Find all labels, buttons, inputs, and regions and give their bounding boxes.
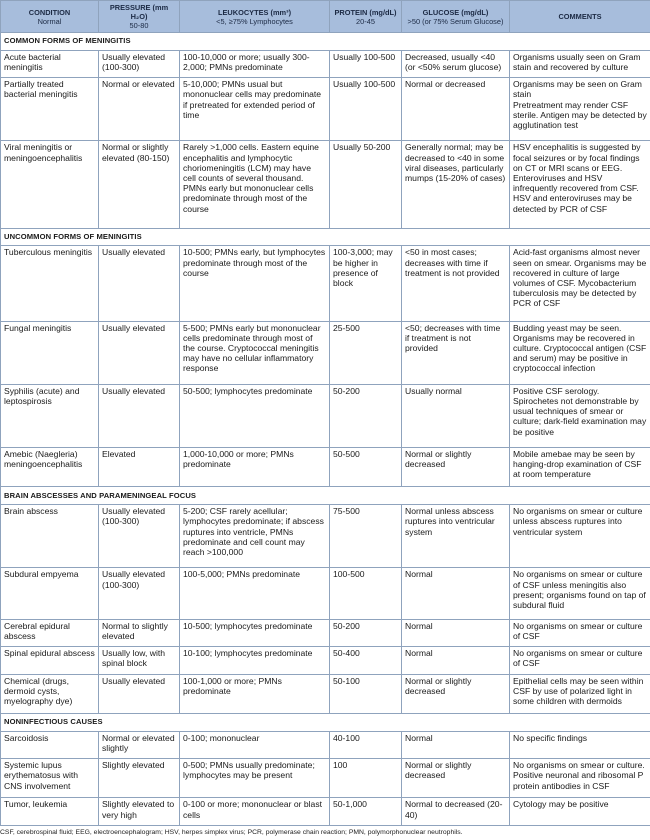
header-pressure: PRESSURE (mm H₂O) 50-80 [99, 1, 180, 33]
cell-pressure: Usually elevated [99, 674, 180, 713]
cell-glucose: Usually normal [402, 384, 510, 447]
cell-leukocytes: 0-100 or more; mononuclear or blast cells [180, 798, 330, 826]
cell-condition: Spinal epidural abscess [1, 647, 99, 674]
cell-comments: No organisms on smear or culture of CSF [510, 619, 650, 646]
cell-pressure: Usually elevated (100-300) [99, 568, 180, 619]
header-condition: CONDITION Normal [1, 1, 99, 33]
header-protein: PROTEIN (mg/dL) 20-45 [330, 1, 402, 33]
section-header-row [1, 228, 650, 246]
comment-line: Organisms may be seen on Gram stain [513, 79, 642, 100]
cell-condition: Acute bacterial meningitis [1, 50, 99, 77]
cell-leukocytes: 0-500; PMNs usually predominate; lymphocytes may be present [180, 759, 330, 798]
cell-protein: 50-1,000 [330, 798, 402, 826]
cell-protein: 50-400 [330, 647, 402, 674]
cell-pressure: Normal or elevated [99, 78, 180, 141]
cell-condition: Brain abscess [1, 505, 99, 568]
cell-leukocytes: 100-1,000 or more; PMNs predominate [180, 674, 330, 713]
cell-protein: 100-3,000; may be higher in presence of block [330, 246, 402, 321]
table-header-row [1, 1, 650, 33]
cell-pressure: Normal or slightly elevated (80-150) [99, 141, 180, 228]
table-row [1, 505, 650, 568]
table-row [1, 798, 650, 826]
cell-comments: HSV encephalitis is suggested by focal seizures or by focal findings on CT or MRI scans or EEG. Enteroviruses and HSV infrequently recovered from CSF. HSV and enteroviruses may be detected by PCR of CSF [510, 141, 650, 228]
cell-condition: Tuberculous meningitis [1, 246, 99, 321]
cell-condition: Cerebral epidural abscess [1, 619, 99, 646]
cell-glucose: <50 in most cases; decreases with time if treatment is not provided [402, 246, 510, 321]
header-comments: COMMENTS [510, 1, 650, 33]
cell-glucose: <50; decreases with time if treatment is not provided [402, 321, 510, 384]
cell-condition: Chemical (drugs, dermoid cysts, myelography dye) [1, 674, 99, 713]
section-title: BRAIN ABSCESSES AND PARAMENINGEAL FOCUS [1, 487, 650, 505]
cell-pressure: Usually elevated [99, 321, 180, 384]
cell-protein: 50-500 [330, 448, 402, 487]
cell-leukocytes: 100-10,000 or more; usually 300-2,000; PMNs predominate [180, 50, 330, 77]
cell-leukocytes: Rarely >1,000 cells. Eastern equine encephalitis and lymphocytic choriomeningitis (LCM) may have cell counts of several thousand. PMNs early but mononuclear cells predominate through most of the course [180, 141, 330, 228]
cell-comments: Mobile amebae may be seen by hanging-drop examination of CSF at room temperature [510, 448, 650, 487]
header-leukocytes: LEUKOCYTES (mm³) <5, ≥75% Lymphocytes [180, 1, 330, 33]
cell-leukocytes: 5-10,000; PMNs usual but mononuclear cells may predominate if pretreated for extended period of time [180, 78, 330, 141]
cell-condition: Amebic (Naegleria) meningoencephalitis [1, 448, 99, 487]
table-row [1, 384, 650, 447]
table-row [1, 731, 650, 758]
section-title: NONINFECTIOUS CAUSES [1, 713, 650, 731]
section-header-row [1, 487, 650, 505]
cell-glucose: Normal [402, 647, 510, 674]
cell-pressure: Usually elevated (100-300) [99, 505, 180, 568]
cell-leukocytes: 0-100; mononuclear [180, 731, 330, 758]
cell-condition: Partially treated bacterial meningitis [1, 78, 99, 141]
cell-leukocytes: 10-500; lymphocytes predominate [180, 619, 330, 646]
cell-glucose: Normal to decreased (20-40) [402, 798, 510, 826]
table-row [1, 50, 650, 77]
cell-protein: Usually 100-500 [330, 78, 402, 141]
cell-comments: Epithelial cells may be seen within CSF by use of polarized light in some children with dermoids [510, 674, 650, 713]
cell-protein: 100 [330, 759, 402, 798]
cell-glucose: Generally normal; may be decreased to <40 in some viral diseases, particularly mumps (15-20% of cases) [402, 141, 510, 228]
cell-pressure: Normal or elevated slightly [99, 731, 180, 758]
table-row [1, 246, 650, 321]
cell-leukocytes: 5-500; PMNs early but mononuclear cells predominate through most of the course. Cryptococcal meningitis may have no cellular inflammatory response [180, 321, 330, 384]
cell-comments: No organisms on smear or culture. Positive neuronal and ribosomal P protein antibodies in CSF [510, 759, 650, 798]
cell-pressure: Slightly elevated [99, 759, 180, 798]
cell-comments: Budding yeast may be seen. Organisms may be recovered in culture. Cryptococcal antigen (CSF and serum) may be positive in cryptococcal infection [510, 321, 650, 384]
cell-glucose: Normal or decreased [402, 78, 510, 141]
table-row [1, 448, 650, 487]
header-glucose: GLUCOSE (mg/dL) >50 (or 75% Serum Glucose) [402, 1, 510, 33]
cell-protein: 75-500 [330, 505, 402, 568]
cell-protein: 25-500 [330, 321, 402, 384]
cell-pressure: Elevated [99, 448, 180, 487]
cell-condition: Syphilis (acute) and leptospirosis [1, 384, 99, 447]
cell-protein: 100-500 [330, 568, 402, 619]
cell-comments: No organisms on smear or culture of CSF unless meningitis also present; organisms found on tap of subdural fluid [510, 568, 650, 619]
cell-comments [510, 78, 650, 141]
cell-pressure: Usually low, with spinal block [99, 647, 180, 674]
cell-pressure: Usually elevated [99, 246, 180, 321]
cell-comments: No organisms on smear or culture of CSF [510, 647, 650, 674]
cell-condition: Systemic lupus erythematosus with CNS involvement [1, 759, 99, 798]
footnote: CSF, cerebrospinal fluid; EEG, electroencephalogram; HSV, herpes simplex virus; PCR, polymerase chain reaction; PMN, polymorphonuclear neutrophils. [0, 829, 463, 836]
table-row [1, 759, 650, 798]
section-title: UNCOMMON FORMS OF MENINGITIS [1, 228, 650, 246]
table-body [1, 33, 650, 826]
cell-protein: Usually 100-500 [330, 50, 402, 77]
cell-glucose: Normal [402, 731, 510, 758]
table-row [1, 674, 650, 713]
cell-comments: Positive CSF serology. Spirochetes not demonstrable by usual techniques of smear or culture; dark-field examination may be positive [510, 384, 650, 447]
table-row [1, 647, 650, 674]
cell-comments: No organisms on smear or culture unless abscess ruptures into ventricular system [510, 505, 650, 568]
cell-pressure: Usually elevated (100-300) [99, 50, 180, 77]
cell-protein: 50-200 [330, 619, 402, 646]
cell-protein: 50-100 [330, 674, 402, 713]
cell-protein: 50-200 [330, 384, 402, 447]
cell-leukocytes: 50-500; lymphocytes predominate [180, 384, 330, 447]
table-row [1, 568, 650, 619]
section-header-row [1, 33, 650, 51]
table-row [1, 141, 650, 228]
cell-condition: Fungal meningitis [1, 321, 99, 384]
table-row [1, 78, 650, 141]
section-title: COMMON FORMS OF MENINGITIS [1, 33, 650, 51]
cell-leukocytes: 10-100; lymphocytes predominate [180, 647, 330, 674]
cell-pressure: Slightly elevated to very high [99, 798, 180, 826]
cell-pressure: Usually elevated [99, 384, 180, 447]
cell-condition: Viral meningitis or meningoencephalitis [1, 141, 99, 228]
cell-pressure: Normal to slightly elevated [99, 619, 180, 646]
cell-protein: 40-100 [330, 731, 402, 758]
cell-condition: Sarcoidosis [1, 731, 99, 758]
cell-glucose: Normal [402, 619, 510, 646]
cell-condition: Subdural empyema [1, 568, 99, 619]
table-row [1, 321, 650, 384]
section-header-row [1, 713, 650, 731]
cell-leukocytes: 100-5,000; PMNs predominate [180, 568, 330, 619]
cell-comments: Acid-fast organisms almost never seen on smear. Organisms may be recovered in culture of large volumes of CSF. Mycobacterium tuberculosis may be detected by PCR of CSF [510, 246, 650, 321]
cell-glucose: Normal [402, 568, 510, 619]
cell-glucose: Decreased, usually <40 (or <50% serum glucose) [402, 50, 510, 77]
cell-comments: Cytology may be positive [510, 798, 650, 826]
cell-glucose: Normal or slightly decreased [402, 759, 510, 798]
cell-leukocytes: 1,000-10,000 or more; PMNs predominate [180, 448, 330, 487]
cell-leukocytes: 10-500; PMNs early, but lymphocytes predominate through most of the course [180, 246, 330, 321]
cell-condition: Tumor, leukemia [1, 798, 99, 826]
table-row [1, 619, 650, 646]
cell-glucose: Normal or slightly decreased [402, 448, 510, 487]
cell-glucose: Normal unless abscess ruptures into ventricular system [402, 505, 510, 568]
comment-line: Pretreatment may render CSF sterile. Antigen may be detected by agglutination test [513, 99, 647, 131]
cell-glucose: Normal or slightly decreased [402, 674, 510, 713]
cell-comments: No specific findings [510, 731, 650, 758]
cell-leukocytes: 5-200; CSF rarely acellular; lymphocytes predominate; if abscess ruptures into ventricle, PMNs predominate and cell count may reach >100,000 [180, 505, 330, 568]
cell-protein: Usually 50-200 [330, 141, 402, 228]
cell-comments: Organisms usually seen on Gram stain and recovered by culture [510, 50, 650, 77]
